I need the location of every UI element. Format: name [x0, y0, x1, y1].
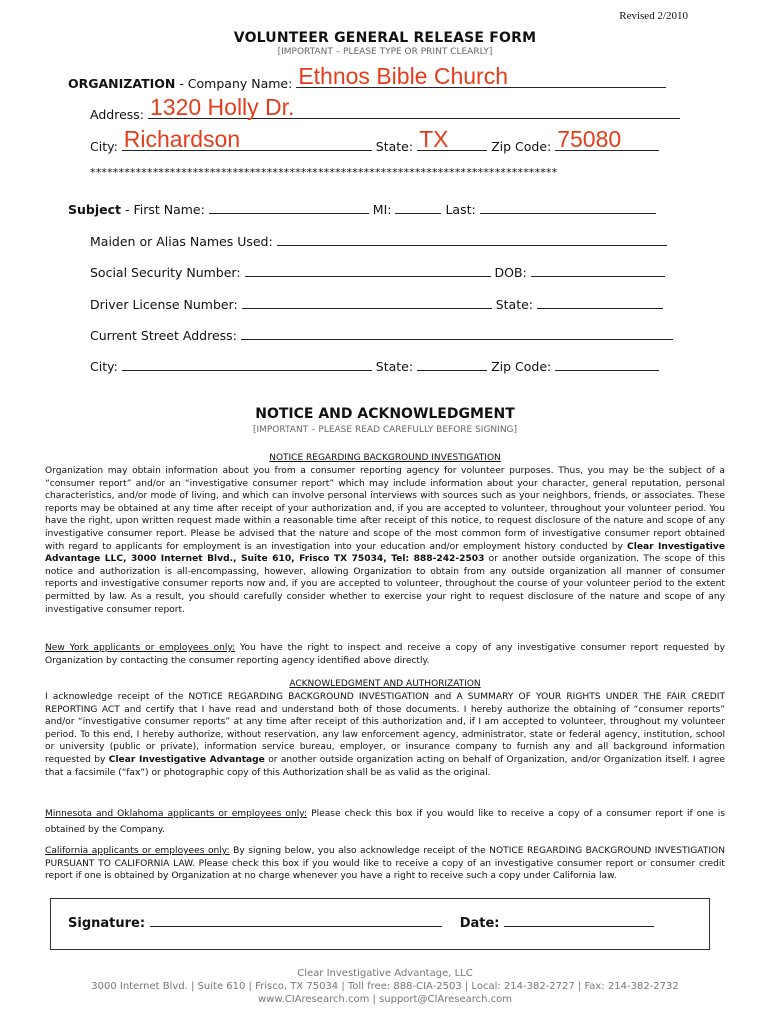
signature-row	[68, 913, 654, 931]
subject-city-row	[90, 357, 659, 374]
mi-label: MI:	[372, 202, 392, 217]
footer-company: Clear Investigative Advantage, LLC	[297, 968, 473, 979]
org-city-value: Richardson	[123, 126, 241, 152]
ack-company-info: Clear Investigative Advantage	[108, 754, 265, 765]
address-row	[90, 94, 680, 122]
subject-city-label: City:	[90, 359, 118, 374]
footer-address: 3000 Internet Blvd. | Suite 610 | Frisco, TX 75034 | Toll free: 888-CIA-2503 | Local: 214-382-2727 | Fax: 214-382-2732	[91, 981, 679, 992]
maiden-row	[90, 232, 667, 249]
bg-investigation-text: Organization may obtain information about you from a consumer reporting agency for volunteer purposes. Thus, you may be the subject of a “consumer report” and/or an “investigative consumer report” which may include information about your character, general reputation, personal characteristics, and/or mode of living, and which can involve personal interviews with sources such as your neighbors, friends, or associates. These reports may be obtained at any time after receipt of your authorization and, if you are accepted to volunteer, throughout your volunteer period. You have the right, upon written request made within a reasonable time after receipt of this notice, to request disclosure of the nature and scope of any investigative consumer report. Please be advised that the nature and scope of the most common form of investigative consumer report obtained with regard to applicants for employment is an investigation into your education and/or employment history conducted by Clear Investigative Advantage LLC, 3000 Internet Blvd., Suite 610, Frisco TX 75034, Tel: 888-242-2503 or another outside organization. The scope of this notice and authorization is all-encompassing, however, allowing Organization to obtain from any outside organization all manner of consumer reports and investigative consumer reports now and, if you are accepted to volunteer, throughout the course of your volunteer period to the extent permitted by law. As a result, you should carefully consider whether to exercise your right to request disclosure of the nature and scope of any investigative consumer report.	[45, 466, 726, 615]
bg-investigation-title: NOTICE REGARDING BACKGROUND INVESTIGATION	[269, 453, 501, 463]
ny-label: New York applicants or employees only:	[45, 643, 236, 653]
mn-ok-label: Minnesota and Oklahoma applicants or employees only:	[45, 809, 308, 819]
subject-city-field[interactable]	[122, 357, 372, 371]
subject-state-field[interactable]	[417, 357, 487, 371]
ssn-label: Social Security Number:	[90, 265, 241, 280]
address-value: 1320 Holly Dr.	[149, 94, 295, 120]
maiden-field[interactable]	[277, 232, 667, 246]
notice-subtitle: [IMPORTANT – PLEASE READ CAREFULLY BEFORE SIGNING]	[252, 425, 518, 435]
org-city-label: City:	[90, 139, 118, 154]
org-state-field[interactable]	[417, 126, 487, 152]
date-field[interactable]	[504, 913, 654, 927]
revised-date: Revised 2/2010	[619, 10, 688, 22]
ca-label: California applicants or employees only:	[45, 846, 230, 856]
dl-row	[90, 295, 663, 312]
ssn-field[interactable]	[245, 263, 491, 277]
subject-name-row	[68, 200, 656, 217]
first-name-label: - First Name:	[121, 202, 205, 217]
subject-zip-label: Zip Code:	[491, 359, 552, 374]
org-zip-label: Zip Code:	[491, 139, 552, 154]
company-name-field[interactable]	[296, 63, 666, 89]
ssn-row	[90, 263, 665, 280]
first-name-field[interactable]	[209, 200, 369, 214]
maiden-label: Maiden or Alias Names Used:	[90, 234, 273, 249]
date-label: Date:	[459, 916, 500, 931]
bg-company-info: Clear Investigative Advantage LLC, 3000 Internet Blvd., Suite 610, Frisco TX 75034, Tel: 888-242-2503	[45, 541, 726, 565]
org-city-row	[90, 126, 659, 154]
company-name-label: - Company Name:	[175, 76, 293, 91]
org-zip-field[interactable]	[555, 126, 659, 152]
subject-state-label: State:	[375, 359, 414, 374]
org-zip-value: 75080	[557, 126, 622, 152]
form-subtitle: [IMPORTANT – PLEASE TYPE OR PRINT CLEARLY]	[277, 47, 493, 57]
street-label: Current Street Address:	[90, 328, 237, 343]
ack-title: ACKNOWLEDGMENT AND AUTHORIZATION	[289, 679, 481, 689]
company-row	[68, 63, 666, 91]
mn-ok-notice: Minnesota and Oklahoma applicants or employees only: Please check this box if you would like to receive a copy of a consumer report if one is obtained by the Company.	[45, 809, 726, 835]
org-state-label: State:	[375, 139, 414, 154]
separator-line: **********************************************************************************	[90, 166, 558, 179]
footer-web: www.CIAresearch.com | support@CIAresearch.com	[257, 994, 513, 1005]
dob-field[interactable]	[531, 263, 665, 277]
ca-notice: California applicants or employees only: By signing below, you also acknowledge receipt of the NOTICE REGARDING BACKGROUND INVESTIGATION PURSUANT TO CALIFORNIA LAW. Please check this box if you would like to receive a copy of an investigative consumer report or consumer credit report if one is obtained by Organization at no charge whenever you have a right to receive such a copy under California law.	[45, 846, 725, 882]
signature-field[interactable]	[150, 913, 442, 927]
last-name-field[interactable]	[480, 200, 656, 214]
last-name-label: Last:	[445, 202, 476, 217]
ny-notice: New York applicants or employees only: You have the right to inspect and receive a copy of any investigative consumer report requested by Organization by contacting the consumer reporting agency identified above directly.	[45, 643, 726, 666]
dob-label: DOB:	[494, 265, 527, 280]
form-title: VOLUNTEER GENERAL RELEASE FORM	[233, 30, 537, 46]
mi-field[interactable]	[395, 200, 441, 214]
dl-state-field[interactable]	[537, 295, 663, 309]
org-city-field[interactable]	[122, 126, 372, 152]
street-row	[90, 326, 673, 343]
org-state-value: TX	[419, 126, 449, 152]
dl-state-label: State:	[495, 297, 534, 312]
notice-title: NOTICE AND ACKNOWLEDGMENT	[255, 406, 515, 422]
signature-label: Signature:	[68, 916, 146, 931]
organization-label: ORGANIZATION	[68, 76, 176, 91]
address-field[interactable]	[148, 94, 680, 120]
address-label: Address:	[90, 107, 144, 122]
street-field[interactable]	[241, 326, 673, 340]
company-name-value: Ethnos Bible Church	[298, 63, 509, 89]
subject-zip-field[interactable]	[555, 357, 659, 371]
ack-text: I acknowledge receipt of the NOTICE REGARDING BACKGROUND INVESTIGATION and A SUMMARY OF YOUR RIGHTS UNDER THE FAIR CREDIT REPORTING ACT and certify that I have read and understand both of those documents. I hereby authorize the obtaining of “consumer reports” and/or “investigative consumer reports” at any time after receipt of this authorization and, if I am accepted to volunteer, throughout my volunteer period. To this end, I hereby authorize, without reservation, any law enforcement agency, administrator, state or federal agency, institution, school or university (public or private), information service bureau, employer, or insurance company to furnish any and all background information requested by Clear Investigative Advantage or another outside organization acting on behalf of Organization, and/or Organization itself. I agree that a facsimile (“fax”) or photographic copy of this Authorization shall be as valid as the original.	[45, 692, 725, 778]
dl-field[interactable]	[242, 295, 492, 309]
dl-label: Driver License Number:	[90, 297, 238, 312]
subject-label: Subject	[68, 202, 121, 217]
